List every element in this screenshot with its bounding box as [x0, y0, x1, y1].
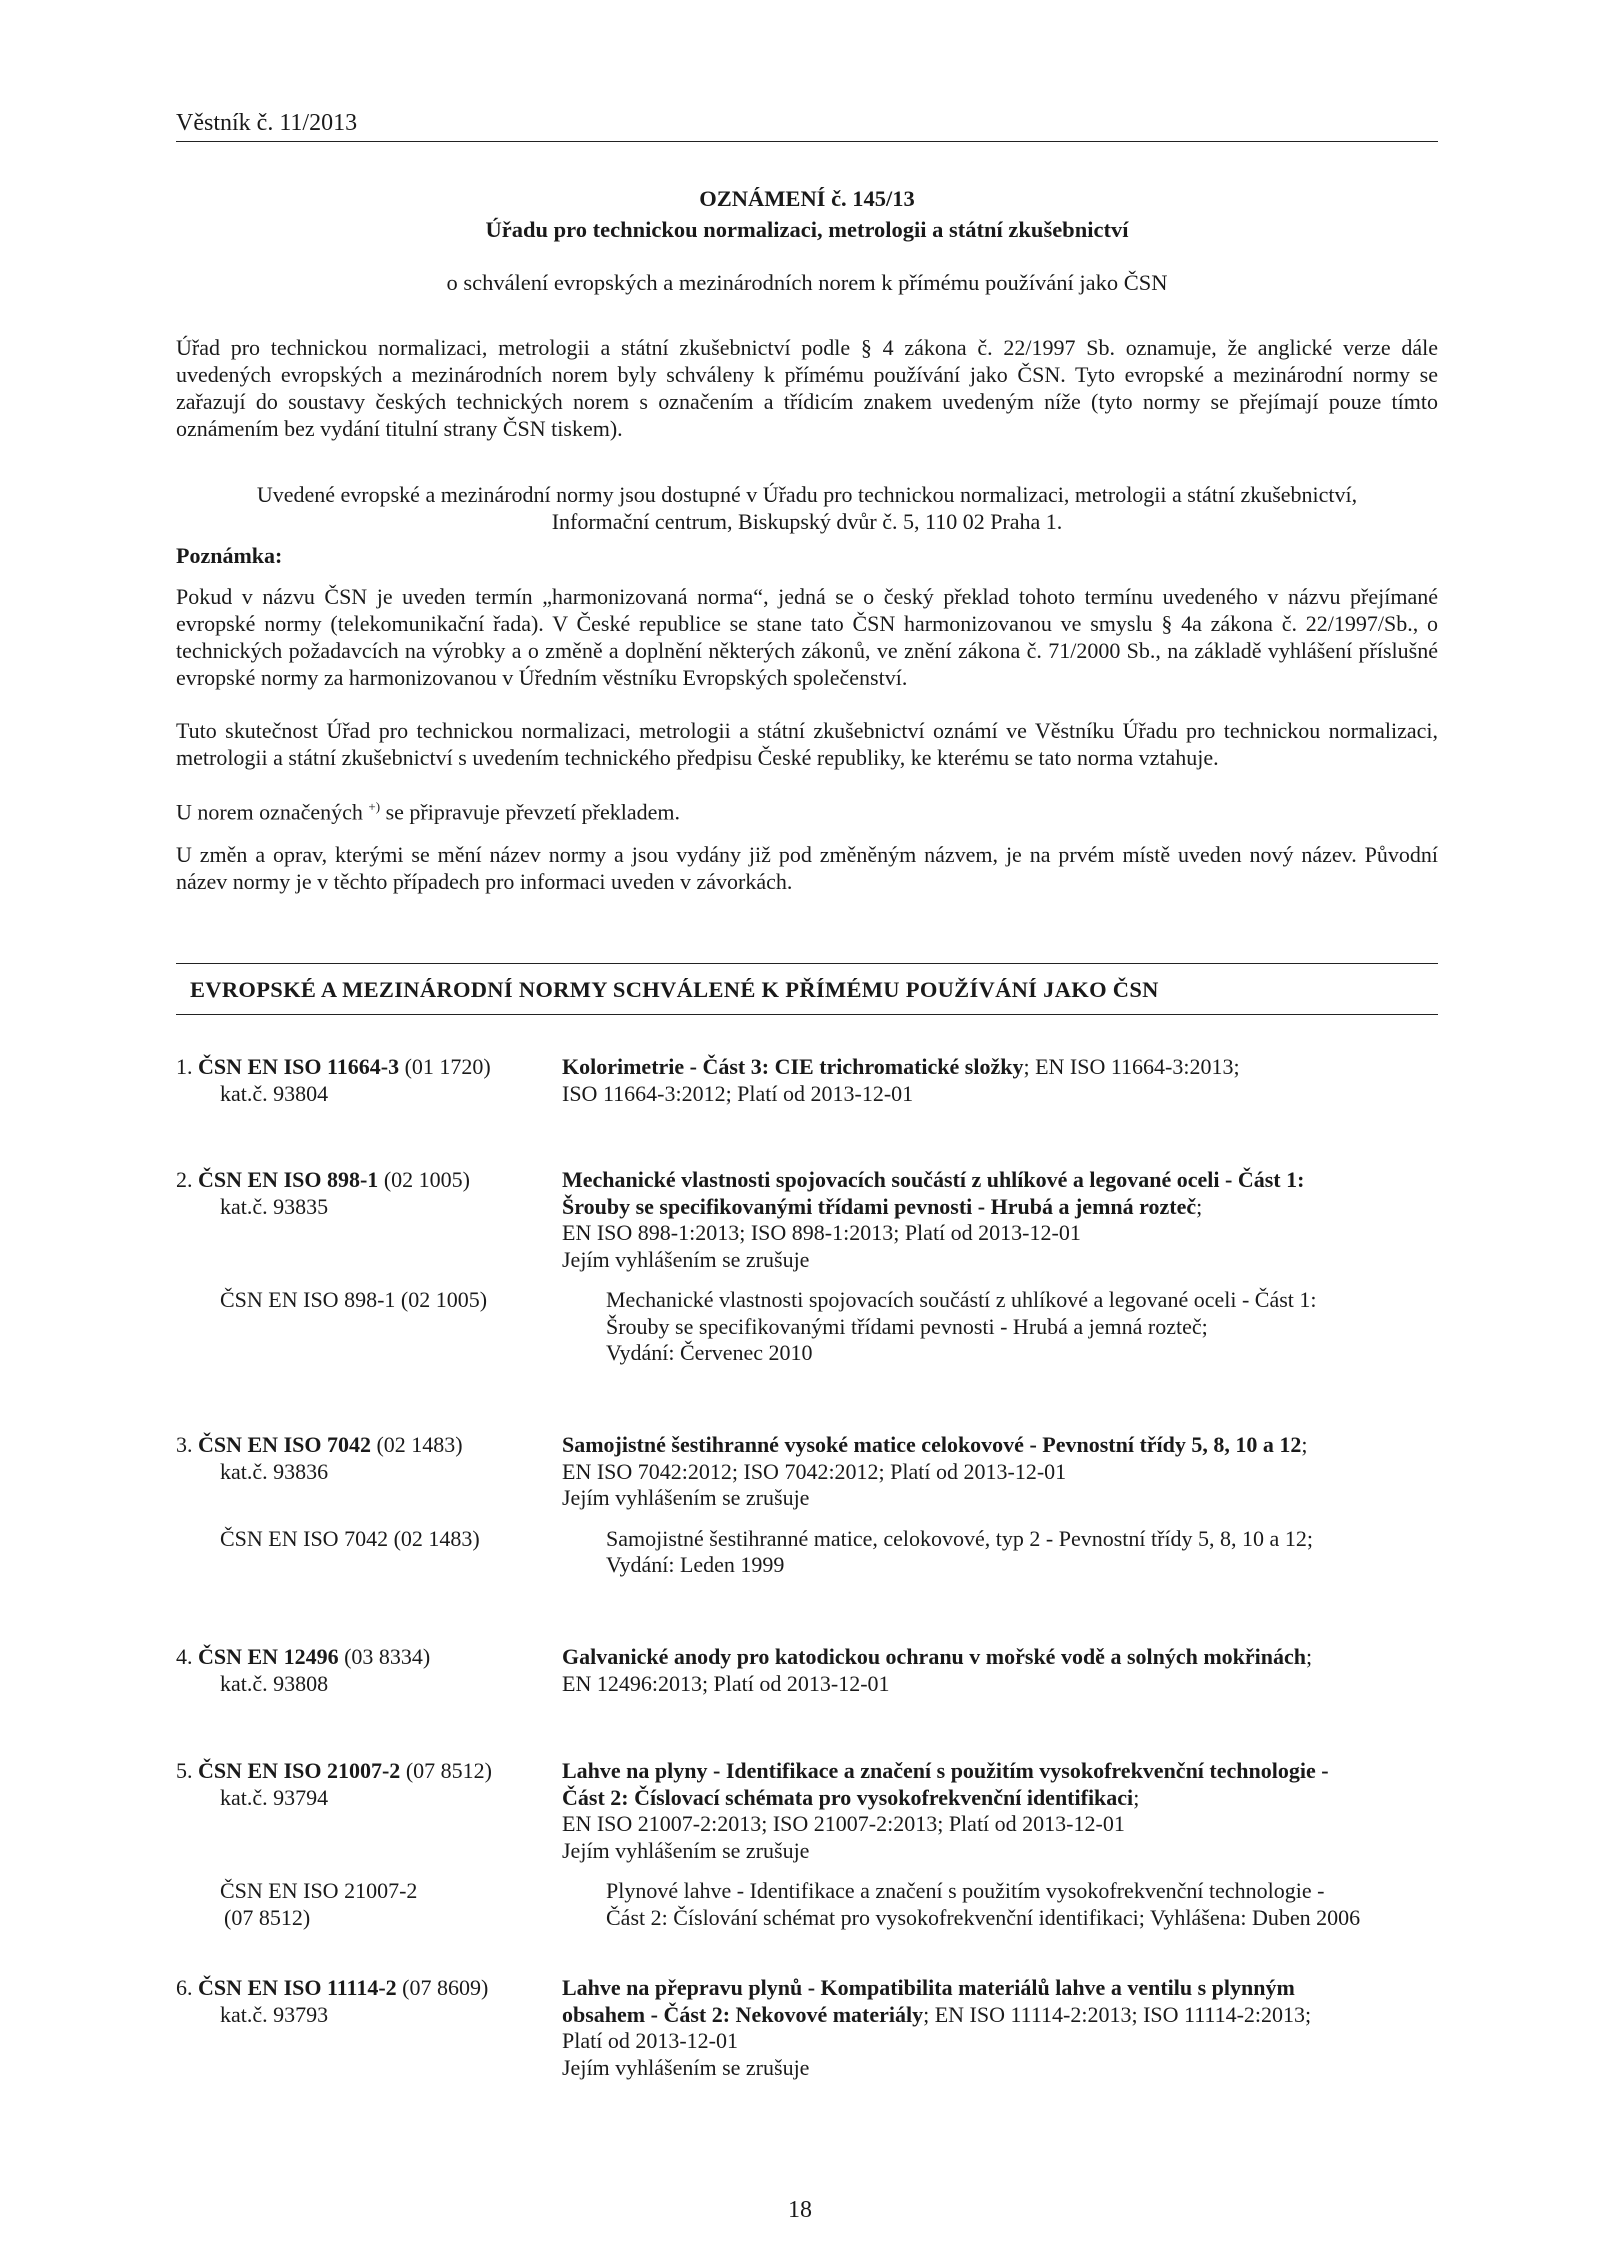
- standard-ref-1: EN ISO 21007-2:2013; ISO 21007-2:2013; Platí od 2013-12-01: [562, 1811, 1125, 1836]
- replaced-standard-code: ČSN EN ISO 21007-2: [220, 1878, 418, 1903]
- item-number: 3.: [176, 1432, 193, 1457]
- note-heading: Poznámka:: [176, 543, 283, 568]
- replaced-standard-code: ČSN EN ISO 898-1 (02 1005): [220, 1287, 488, 1312]
- class-code: (02 1005): [383, 1167, 470, 1192]
- standard-item-5: 5. ČSN EN ISO 21007-2 (07 8512) kat.č. 93794 Lahve na plyny - Identifikace a značení s použitím vysokofrekvenční technologie - Část 2: Číslovací schémata pro vysokofrekvenční identifikaci; EN ISO 21007-2:2013; ISO 21007-2:2013; Platí od 2013-12-01 Jejím vyhlášením se zrušuje ČSN EN ISO 21007-2 (07 8512) Plynové lahve - Identifikace a značení s použitím vysokofrekvenční technologie - Část 2: Číslování schémat pro vysokofrekvenční identifikaci; Vyhlášena: Duben 2006: [176, 1758, 1438, 1931]
- availability-line-2: Informační centrum, Biskupský dvůr č. 5, 110 02 Praha 1.: [551, 509, 1063, 534]
- standard-code: ČSN EN ISO 898-1: [198, 1167, 379, 1192]
- standard-item-1: [176, 1054, 1438, 1107]
- standard-item-4: 4. ČSN EN 12496 (03 8334) kat.č. 93808 Galvanické anody pro katodickou ochranu v mořské vodě a solných mokřinách; EN 12496:2013; Platí od 2013-12-01: [176, 1644, 1438, 1697]
- catalog-number: kat.č. 93793: [220, 2001, 329, 2027]
- item-number: 4.: [176, 1644, 193, 1669]
- replaced-standard-code: ČSN EN ISO 7042 (02 1483): [220, 1525, 480, 1551]
- intro-paragraph: Úřad pro technickou normalizaci, metrologii a státní zkušebnictví podle § 4 zákona č. 22/1997 Sb. oznamuje, že anglické verze dále uvedených evropských a mezinárodních norem byly schváleny k přímému používání jako ČSN. Tyto evropské a mezinárodní normy se zařazují do soustavy českých technických norem s označením a třídicím znakem uvedeným níže (tyto normy se přejímají pouze tímto oznámením bez vydání titulní strany ČSN tiskem).: [176, 335, 1438, 441]
- class-code: (07 8609): [402, 1975, 489, 2000]
- withdrawal-note: Jejím vyhlášením se zrušuje: [562, 1837, 810, 1863]
- availability-paragraph: [176, 481, 1438, 535]
- standard-ref-1: ; EN ISO 11664-3:2013;: [1023, 1054, 1240, 1079]
- item-number: 6.: [176, 1975, 193, 2000]
- replaced-title-line-1: Samojistné šestihranné matice, celokovové, typ 2 - Pevnostní třídy 5, 8, 10 a 12;: [606, 1525, 1313, 1551]
- standard-title: Samojistné šestihranné vysoké matice celokovové - Pevnostní třídy 5, 8, 10 a 12: [562, 1432, 1302, 1457]
- catalog-number: kat.č. 93808: [220, 1670, 329, 1696]
- standard-title: Galvanické anody pro katodickou ochranu v mořské vodě a solných mokřinách: [562, 1644, 1307, 1669]
- catalog-number: kat.č. 93804: [220, 1080, 329, 1106]
- standard-item-3: 3. ČSN EN ISO 7042 (02 1483) kat.č. 93836 Samojistné šestihranné vysoké matice celokovové - Pevnostní třídy 5, 8, 10 a 12; EN ISO 7042:2012; ISO 7042:2012; Platí od 2013-12-01 Jejím vyhlášením se zrušuje ČSN EN ISO 7042 (02 1483) Samojistné šestihranné matice, celokovové, typ 2 - Pevnostní třídy 5, 8, 10 a 12; Vydání: Leden 1999: [176, 1432, 1438, 1579]
- running-header: Věstník č. 11/2013: [176, 110, 1438, 142]
- standard-title-line-2: Část 2: Číslovací schémata pro vysokofrekvenční identifikaci: [562, 1784, 1134, 1810]
- replaced-class-code: (07 8512): [224, 1904, 311, 1930]
- standard-code: ČSN EN ISO 21007-2: [198, 1758, 401, 1783]
- standard-ref-1: EN ISO 898-1:2013; ISO 898-1:2013; Platí od 2013-12-01: [562, 1220, 1081, 1245]
- class-code: (02 1483): [376, 1432, 463, 1457]
- replaced-title-line-2: Šrouby se specifikovanými třídami pevnosti - Hrubá a jemná rozteč;: [606, 1313, 1208, 1339]
- standard-ref-2: ISO 11664-3:2012; Platí od 2013-12-01: [562, 1080, 914, 1106]
- replaced-title-line-1: Plynové lahve - Identifikace a značení s použitím vysokofrekvenční technologie -: [606, 1878, 1325, 1903]
- standard-code: ČSN EN 12496: [198, 1644, 339, 1669]
- withdrawal-note: Jejím vyhlášením se zrušuje: [562, 1485, 810, 1510]
- standard-code: ČSN EN ISO 7042: [198, 1432, 371, 1457]
- standard-ref-2: Platí od 2013-12-01: [562, 2028, 738, 2053]
- withdrawal-note: Jejím vyhlášením se zrušuje: [562, 1246, 810, 1272]
- standard-ref-1: EN 12496:2013; Platí od 2013-12-01: [562, 1670, 890, 1696]
- catalog-number: kat.č. 93836: [220, 1458, 329, 1484]
- section-heading: EVROPSKÉ A MEZINÁRODNÍ NORMY SCHVÁLENÉ K PŘÍMÉMU POUŽÍVÁNÍ JAKO ČSN: [176, 963, 1438, 1015]
- announcement-subtitle: o schválení evropských a mezinárodních norem k přímému používání jako ČSN: [446, 270, 1168, 295]
- standard-title-line-2: Šrouby se specifikovanými třídami pevnosti - Hrubá a jemná rozteč: [562, 1193, 1197, 1219]
- class-code: (07 8512): [405, 1758, 492, 1783]
- note-paragraph-1: Pokud v názvu ČSN je uveden termín „harmonizovaná norma“, jedná se o český překlad tohoto termínu uvedeného v názvu přejímané evropské normy (telekomunikační řada). V České republice se stane tato ČSN harmonizovanou ve smyslu § 4a zákona č. 22/1997/Sb., o technických požadavcích na výrobky a o změně a doplnění některých zákonů, ve znění zákona č. 71/2000 Sb., na základě vyhlášení příslušné evropské normy za harmonizovanou v Úředním věstníku Evropských společenství.: [176, 584, 1438, 690]
- class-code: (03 8334): [344, 1644, 431, 1669]
- note-paragraph-4: U změn a oprav, kterými se mění název normy a jsou vydány již pod změněným názvem, je na prvém místě uveden nový název. Původní název normy je v těchto případech pro informaci uveden v závorkách.: [176, 842, 1438, 894]
- standard-title: Kolorimetrie - Část 3: CIE trichromatické složky: [562, 1054, 1024, 1079]
- replaced-edition: Vydání: Červenec 2010: [606, 1340, 813, 1365]
- item-number: 5.: [176, 1758, 193, 1783]
- note-paragraph-3: [176, 793, 1438, 825]
- note-p3-text-b: se připravuje převzetí překladem.: [380, 799, 681, 825]
- announcement-number: OZNÁMENÍ č. 145/13: [699, 186, 915, 211]
- standard-ref-1: ; EN ISO 11114-2:2013; ISO 11114-2:2013;: [923, 2001, 1312, 2027]
- note-paragraph-2: Tuto skutečnost Úřad pro technickou normalizaci, metrologii a státní zkušebnictví oznámí ve Věstníku Úřadu pro technickou normalizaci, metrologii a státní zkušebnictví s uvedením technického předpisu České republiky, ke kterému se tato norma vztahuje.: [176, 718, 1438, 770]
- standard-ref-1: EN ISO 7042:2012; ISO 7042:2012; Platí od 2013-12-01: [562, 1458, 1067, 1484]
- withdrawal-note: Jejím vyhlášením se zrušuje: [562, 2054, 810, 2080]
- note-p3-sup: +): [368, 799, 381, 814]
- page-number: 18: [788, 2197, 812, 2223]
- standard-item-2: 2. ČSN EN ISO 898-1 (02 1005) kat.č. 93835 Mechanické vlastnosti spojovacích součástí z uhlíkové a legované oceli - Část 1: Šrouby se specifikovanými třídami pevnosti - Hrubá a jemná rozteč; EN ISO 898-1:2013; ISO 898-1:2013; Platí od 2013-12-01 Jejím vyhlášením se zrušuje ČSN EN ISO 898-1 (02 1005) Mechanické vlastnosti spojovacích součástí z uhlíkové a legované oceli - Část 1: Šrouby se specifikovanými třídami pevnosti - Hrubá a jemná rozteč; Vydání: Červenec 2010: [176, 1167, 1438, 1367]
- replaced-title-line-2: Část 2: Číslování schémat pro vysokofrekvenční identifikaci; Vyhlášena: Duben 2006: [606, 1904, 1361, 1930]
- replaced-title-line-1: Mechanické vlastnosti spojovacích součástí z uhlíkové a legované oceli - Část 1:: [606, 1287, 1317, 1312]
- standard-code: ČSN EN ISO 11664-3: [198, 1054, 400, 1079]
- announcement-title: [176, 183, 1438, 245]
- standard-title-line-1: Mechanické vlastnosti spojovacích součástí z uhlíkové a legované oceli - Část 1:: [562, 1167, 1305, 1192]
- item-number: 2.: [176, 1167, 193, 1192]
- class-code: (01 1720): [404, 1054, 491, 1079]
- availability-line-1: Uvedené evropské a mezinárodní normy jsou dostupné v Úřadu pro technickou normalizaci, metrologii a státní zkušebnictví,: [256, 482, 1358, 507]
- standard-code: ČSN EN ISO 11114-2: [198, 1975, 397, 2000]
- catalog-number: kat.č. 93835: [220, 1193, 329, 1219]
- standard-item-6: [176, 1975, 1438, 2081]
- item-number: 1.: [176, 1054, 193, 1079]
- standard-title-line-2: obsahem - Část 2: Nekovové materiály: [562, 2001, 924, 2027]
- standard-title-line-1: Lahve na plyny - Identifikace a značení s použitím vysokofrekvenční technologie -: [562, 1758, 1329, 1783]
- note-p3-text-a: U norem označených: [176, 799, 369, 825]
- standard-title-line-1: Lahve na přepravu plynů - Kompatibilita materiálů lahve a ventilu s plynným: [562, 1975, 1295, 2000]
- catalog-number: kat.č. 93794: [220, 1784, 329, 1810]
- replaced-edition: Vydání: Leden 1999: [606, 1552, 785, 1577]
- issuing-office: Úřadu pro technickou normalizaci, metrologii a státní zkušebnictví: [485, 217, 1129, 242]
